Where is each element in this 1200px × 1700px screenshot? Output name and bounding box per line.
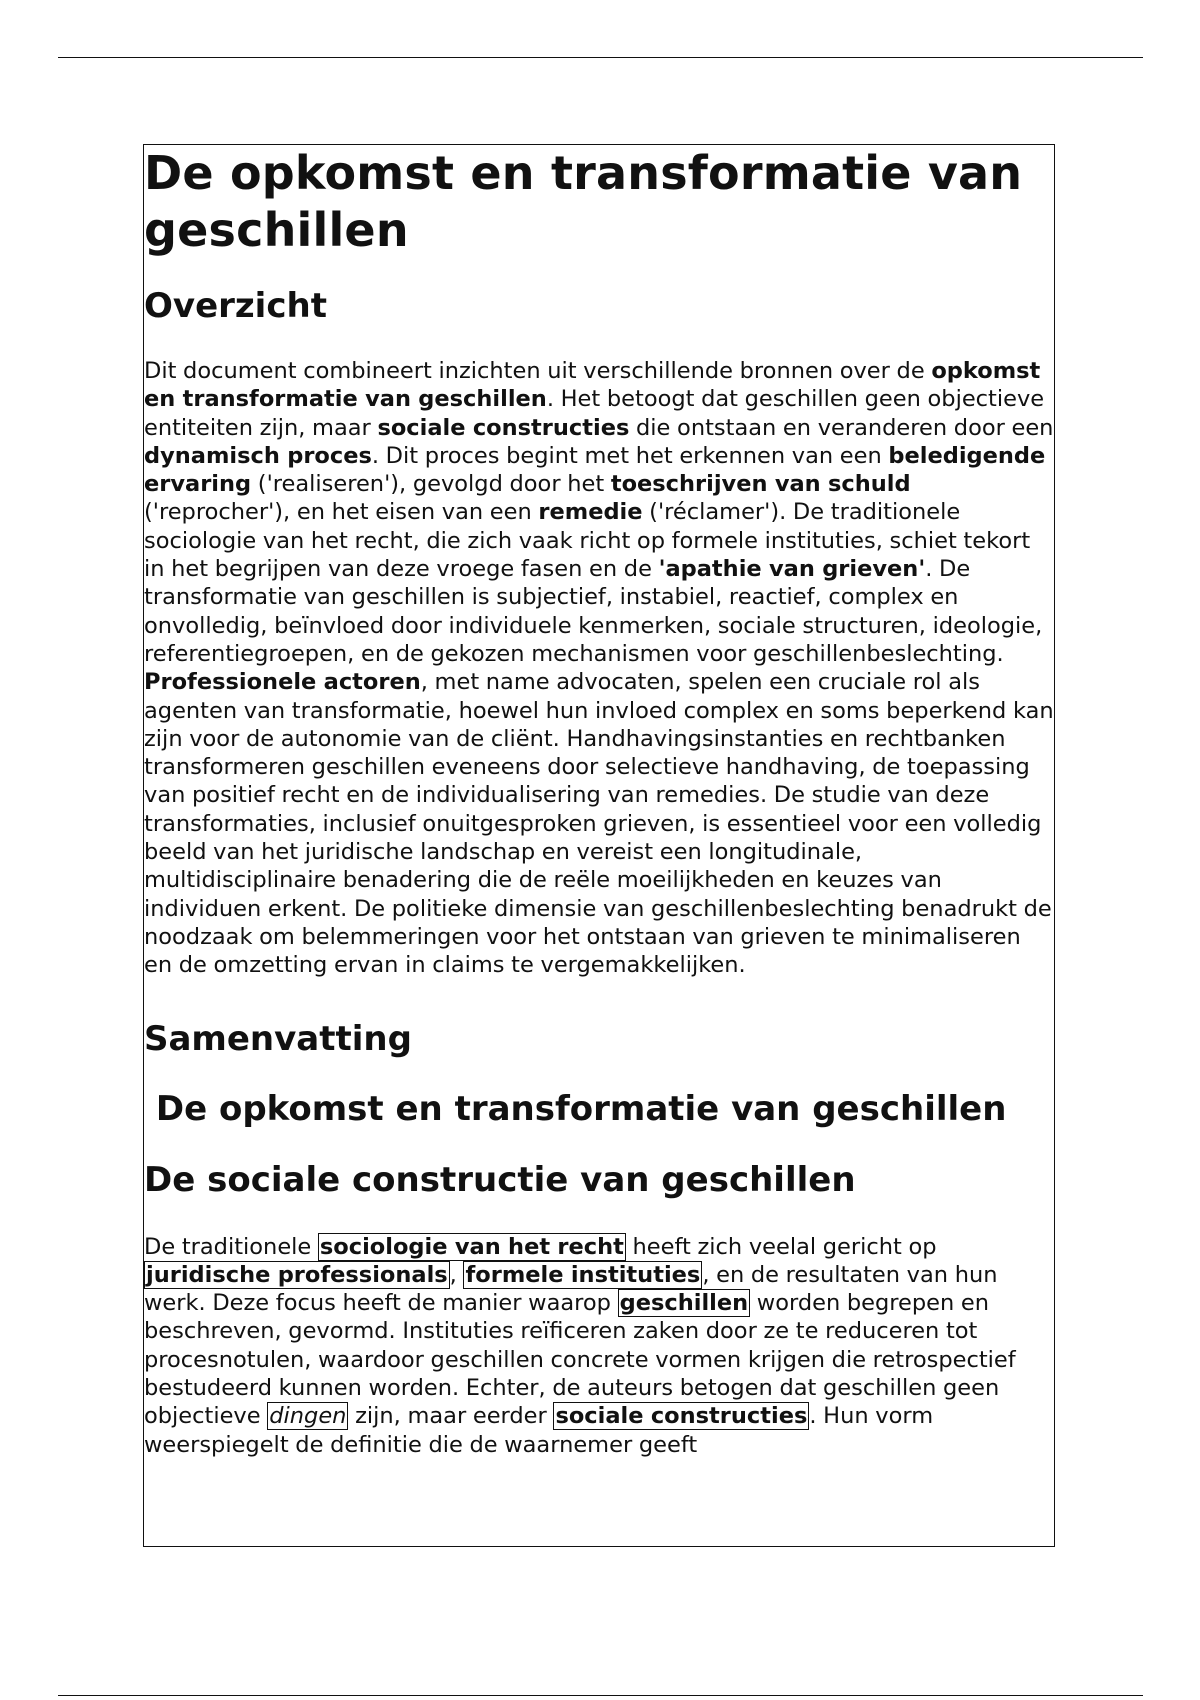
boxed-term: juridische professionals bbox=[146, 1261, 448, 1288]
emphasized-term: toeschrijven van schuld bbox=[610, 471, 911, 498]
emphasized-term: opkomst en transformatie van geschillen bbox=[144, 358, 1041, 413]
bottom-rule bbox=[58, 1695, 1143, 1696]
summary-subheading: De opkomst en transformatie van geschillen bbox=[144, 1088, 1007, 1129]
boxed-term: formele instituties bbox=[465, 1261, 701, 1288]
top-rule bbox=[58, 57, 1143, 58]
emphasized-term: 'apathie van grieven' bbox=[658, 556, 926, 583]
boxed-term: sociologie van het recht bbox=[319, 1233, 624, 1260]
emphasized-term: beledigende ervaring bbox=[144, 442, 1046, 498]
boxed-term: dingen bbox=[269, 1403, 347, 1430]
emphasized-term: sociale constructies bbox=[377, 414, 630, 441]
overview-heading: Overzicht bbox=[144, 286, 327, 326]
boxed-term: sociale constructies bbox=[555, 1403, 808, 1430]
emphasized-term: dynamisch proces bbox=[144, 442, 372, 469]
emphasized-term: Professionele actoren bbox=[144, 669, 421, 696]
emphasized-term: remedie bbox=[538, 499, 643, 526]
overview-paragraph: Dit document combineert inzichten uit verschillende bronnen over de opkomst en transformatie van geschillen. Het betoogt dat geschillen geen objectieve entiteiten zijn, maar sociale constructies die ontstaan en veranderen door een dynamisch proces. Dit proces begint met het erkennen van een beledigende ervaring ('realiseren'), gevolgd door het toeschrijven van schuld ('reprocher'), en het eisen van een remedie ('réclamer'). De traditionele sociologie van het recht, die zich vaak richt op formele instituties, schiet tekort in het begrijpen van deze vroege fasen en de 'apathie van grieven'. De transformatie van geschillen is subjectief, instabiel, reactief, complex en onvolledig, beïnvloed door individuele kenmerken, sociale structuren, ideologie, referentiegroepen, en de gekozen mechanismen voor geschillenbeslechting. Professionele actoren, met name advocaten, spelen een cruciale rol als agenten van transformatie, hoewel hun invloed complex en soms beperkend kan zijn voor de autonomie van de cliënt. Handhavingsinstanties en rechtbanken transformeren geschillen eveneens door selectieve handhaving, de toepassing van positief recht en de individualisering van remedies. De studie van deze transformaties, inclusief onuitgesproken grieven, is essentieel voor een volledig beeld van het juridische landschap en vereist een longitudinale, multidisciplinaire benadering die de reële moeilijkheden en keuzes van individuen erkent. De politieke dimensie van geschillenbeslechting benadrukt de noodzaak om belemmeringen voor het ontstaan van grieven te minimaliseren en de omzetting ervan in claims te vergemakkelijken. bbox=[144, 358, 1054, 979]
summary-heading: Samenvatting bbox=[144, 1018, 412, 1059]
boxed-term: geschillen bbox=[619, 1290, 749, 1317]
section-heading: De sociale constructie van geschillen bbox=[144, 1159, 856, 1200]
document-title: De opkomst en transformatie van geschillen bbox=[144, 146, 1023, 257]
section-paragraph: De traditionele sociologie van het recht heeft zich veelal gericht op juridische professionals, formele instituties, en de resultaten van hun werk. Deze focus heeft de manier waarop geschillen worden begrepen en beschreven, gevormd. Instituties reïficeren zaken door ze te reduceren tot procesnotulen, waardoor geschillen concrete vormen krijgen die retrospectief bestudeerd kunnen worden. Echter, de auteurs betogen dat geschillen geen objectieve dingen zijn, maar eerder sociale constructies. Hun vorm weerspiegelt de definitie die de waarnemer geeft bbox=[144, 1233, 1016, 1458]
document-page bbox=[143, 144, 1055, 1547]
